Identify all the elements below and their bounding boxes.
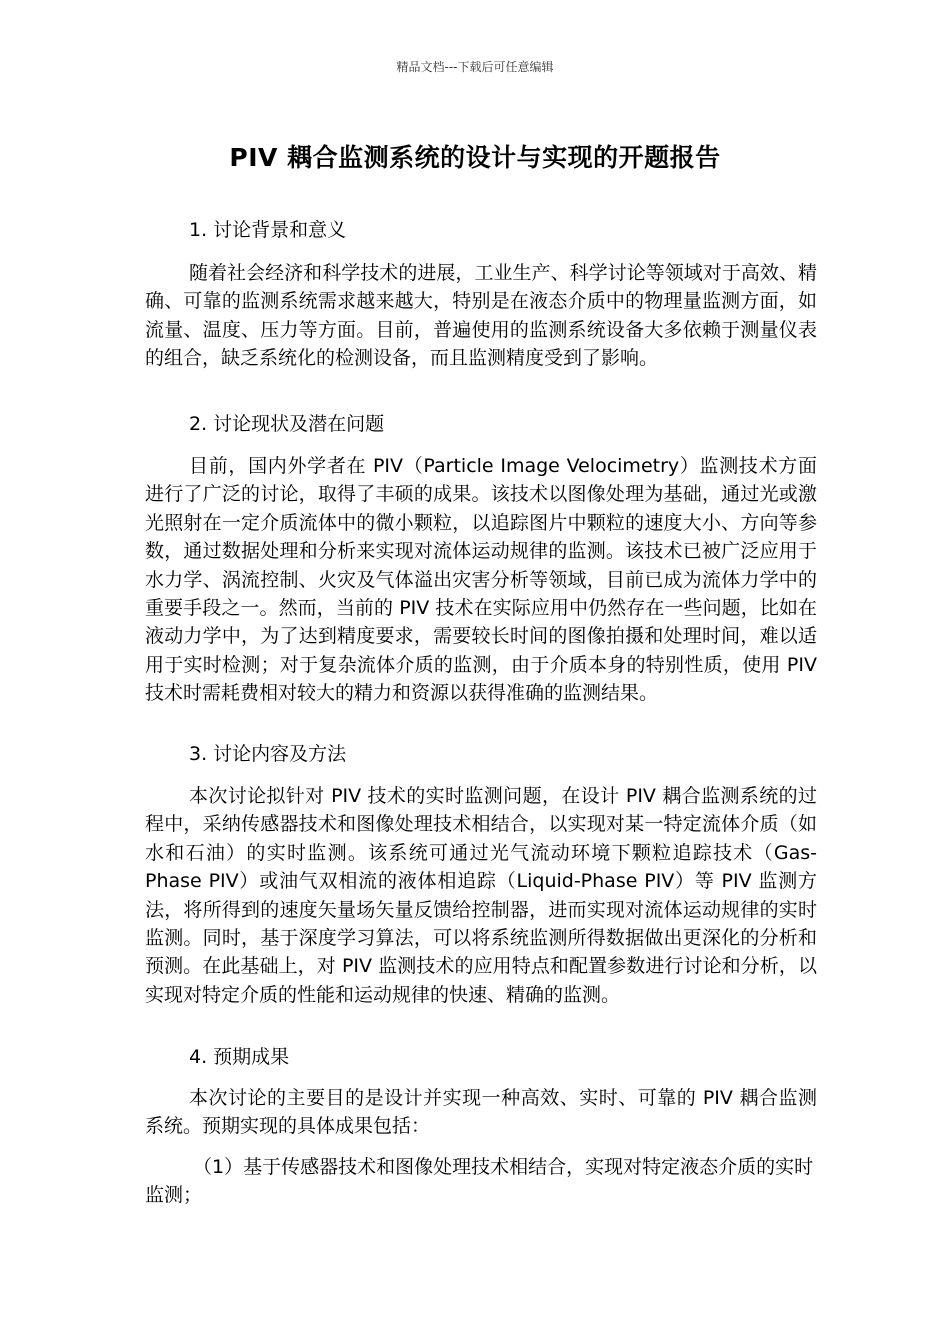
section-1-heading: 1. 讨论背景和意义 bbox=[189, 219, 347, 241]
section-4-heading: 4. 预期成果 bbox=[189, 1046, 290, 1068]
section-3-paragraph-1: 本次讨论拟针对 PIV 技术的实时监测问题，在设计 PIV 耦合监测系统的过程中，采纳传感器技术和图像处理技术相结合，以实现对某一特定流体介质（如水和石油）的实时监测。该系统可通过光气流动环境下颗粒追踪技术（Gas-Phase PIV）或油气双相流的液体相追踪（Liquid-Phase PIV）等 PIV 监测方法，将所得到的速度矢量场矢量反馈给控制器，进而实现对流体运动规律的实时监测。同时，基于深度学习算法，可以将系统监测所得数据做出更深化的分析和预测。在此基础上，对 PIV 监测技术的应用特点和配置参数进行讨论和分析，以实现对特定介质的性能和运动规律的快速、精确的监测。 bbox=[145, 785, 817, 1006]
section-3-heading: 3. 讨论内容及方法 bbox=[189, 743, 347, 765]
list-item: （1）基于传感器技术和图像处理技术相结合，实现对特定液态介质的实时监测； bbox=[145, 1156, 814, 1207]
section-1-body bbox=[145, 259, 817, 373]
section-4-body bbox=[145, 1084, 817, 1141]
section-4-list bbox=[145, 1153, 817, 1210]
section-1-paragraph-1: 随着社会经济和科学技术的进展，工业生产、科学讨论等领域对于高效、精确、可靠的监测系统需求越来越大，特别是在液态介质中的物理量监测方面，如流量、温度、压力等方面。目前，普遍使用的监测系统设备大多依赖于测量仪表的组合，缺乏系统化的检测设备，而且监测精度受到了影响。 bbox=[145, 262, 817, 370]
section-4-paragraph-1: 本次讨论的主要目的是设计并实现一种高效、实时、可靠的 PIV 耦合监测系统。预期实现的具体成果包括： bbox=[145, 1087, 817, 1138]
section-2-paragraph-1: 目前，国内外学者在 PIV（Particle Image Velocimetry）监测技术方面进行了广泛的讨论，取得了丰硕的成果。该技术以图像处理为基础，通过光或激光照射在一定介质流体中的微小颗粒，以追踪图片中颗粒的速度大小、方向等参数，通过数据处理和分析来实现对流体运动规律的监测。该技术已被广泛应用于水力学、涡流控制、火灾及气体溢出灾害分析等领域，目前已成为流体力学中的重要手段之一。然而，当前的 PIV 技术在实际应用中仍然存在一些问题，比如在液动力学中，为了达到精度要求，需要较长时间的图像拍摄和处理时间，难以适用于实时检测；对于复杂流体介质的监测，由于介质本身的特别性质，使用 PIV 技术时需耗费相对较大的精力和资源以获得准确的监测结果。 bbox=[145, 455, 817, 705]
section-2-heading: 2. 讨论现状及潜在问题 bbox=[189, 413, 385, 435]
section-2-body bbox=[145, 452, 817, 708]
header-note: 精品文档---下载后可任意编辑 bbox=[396, 60, 554, 74]
section-3-body bbox=[145, 782, 817, 1009]
document-title: PIV 耦合监测系统的设计与实现的开题报告 bbox=[229, 143, 721, 172]
